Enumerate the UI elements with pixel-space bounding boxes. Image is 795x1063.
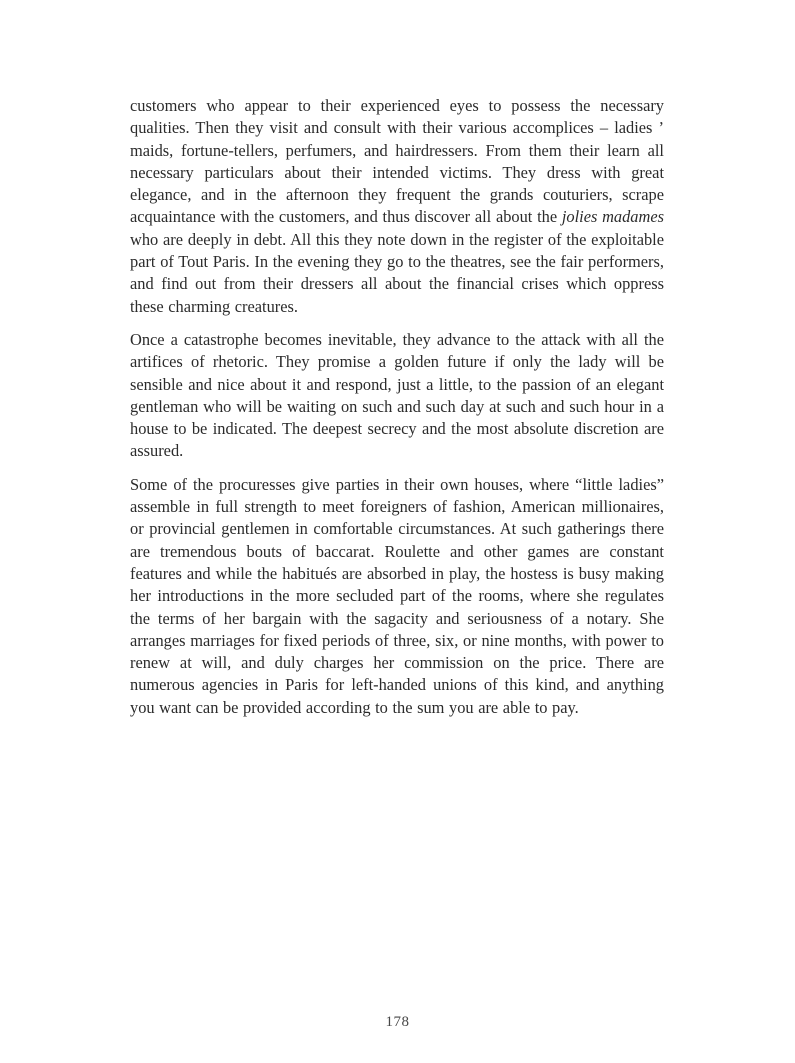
page-number: 178: [385, 1014, 410, 1030]
page-text-block: [130, 95, 664, 719]
paragraph: [130, 474, 664, 719]
italic-phrase: jolies madames: [561, 207, 664, 227]
text-run: Once a catastrophe becomes inevitable, they advance to the attack with all the artifices of rhetoric. They promise a golden future if only the lady will be sensible and nice about it and respond, just a little, to the passion of an elegant gentleman who will be waiting on such and such day at such and such hour in a house to be indicated. The deepest secrecy and the most absolute discretion are assured.: [130, 329, 664, 461]
paragraph: [130, 95, 664, 318]
text-run: who are deeply in debt. All this they note down in the register of the exploitable part of Tout Paris. In the evening they go to the theatres, see the fair performers, and find out from their dressers all about the financial crises which oppress these charming creatures.: [130, 229, 664, 316]
text-run: Some of the procuresses give parties in their own houses, where “little ladies” assemble in full strength to meet foreigners of fashion, American millionaires, or provincial gentlemen in comfortable circumstances. At such gatherings there are tremendous bouts of baccarat. Roulette and other games are constant features and while the habitués are absorbed in play, the hostess is busy making her introductions in the more secluded part of the rooms, where she regulates the terms of her bargain with the sagacity and seriousness of a notary. She arranges marriages for fixed periods of three, six, or nine months, with power to renew at will, and duly charges her commission on the price. There are numerous agencies in Paris for left-handed unions of this kind, and anything you want can be provided according to the sum you are able to pay.: [130, 474, 664, 717]
paragraph: [130, 329, 664, 463]
text-run: customers who appear to their experienced eyes to possess the necessary qualities. Then they visit and consult with their various accomplices – ladies ’ maids, fortune-tellers, perfumers, and hairdressers. From them their learn all necessary particulars about their intended victims. They dress with great elegance, and in the afternoon they frequent the grands couturiers, scrape acquaintance with the customers, and thus discover all about the: [130, 96, 664, 227]
